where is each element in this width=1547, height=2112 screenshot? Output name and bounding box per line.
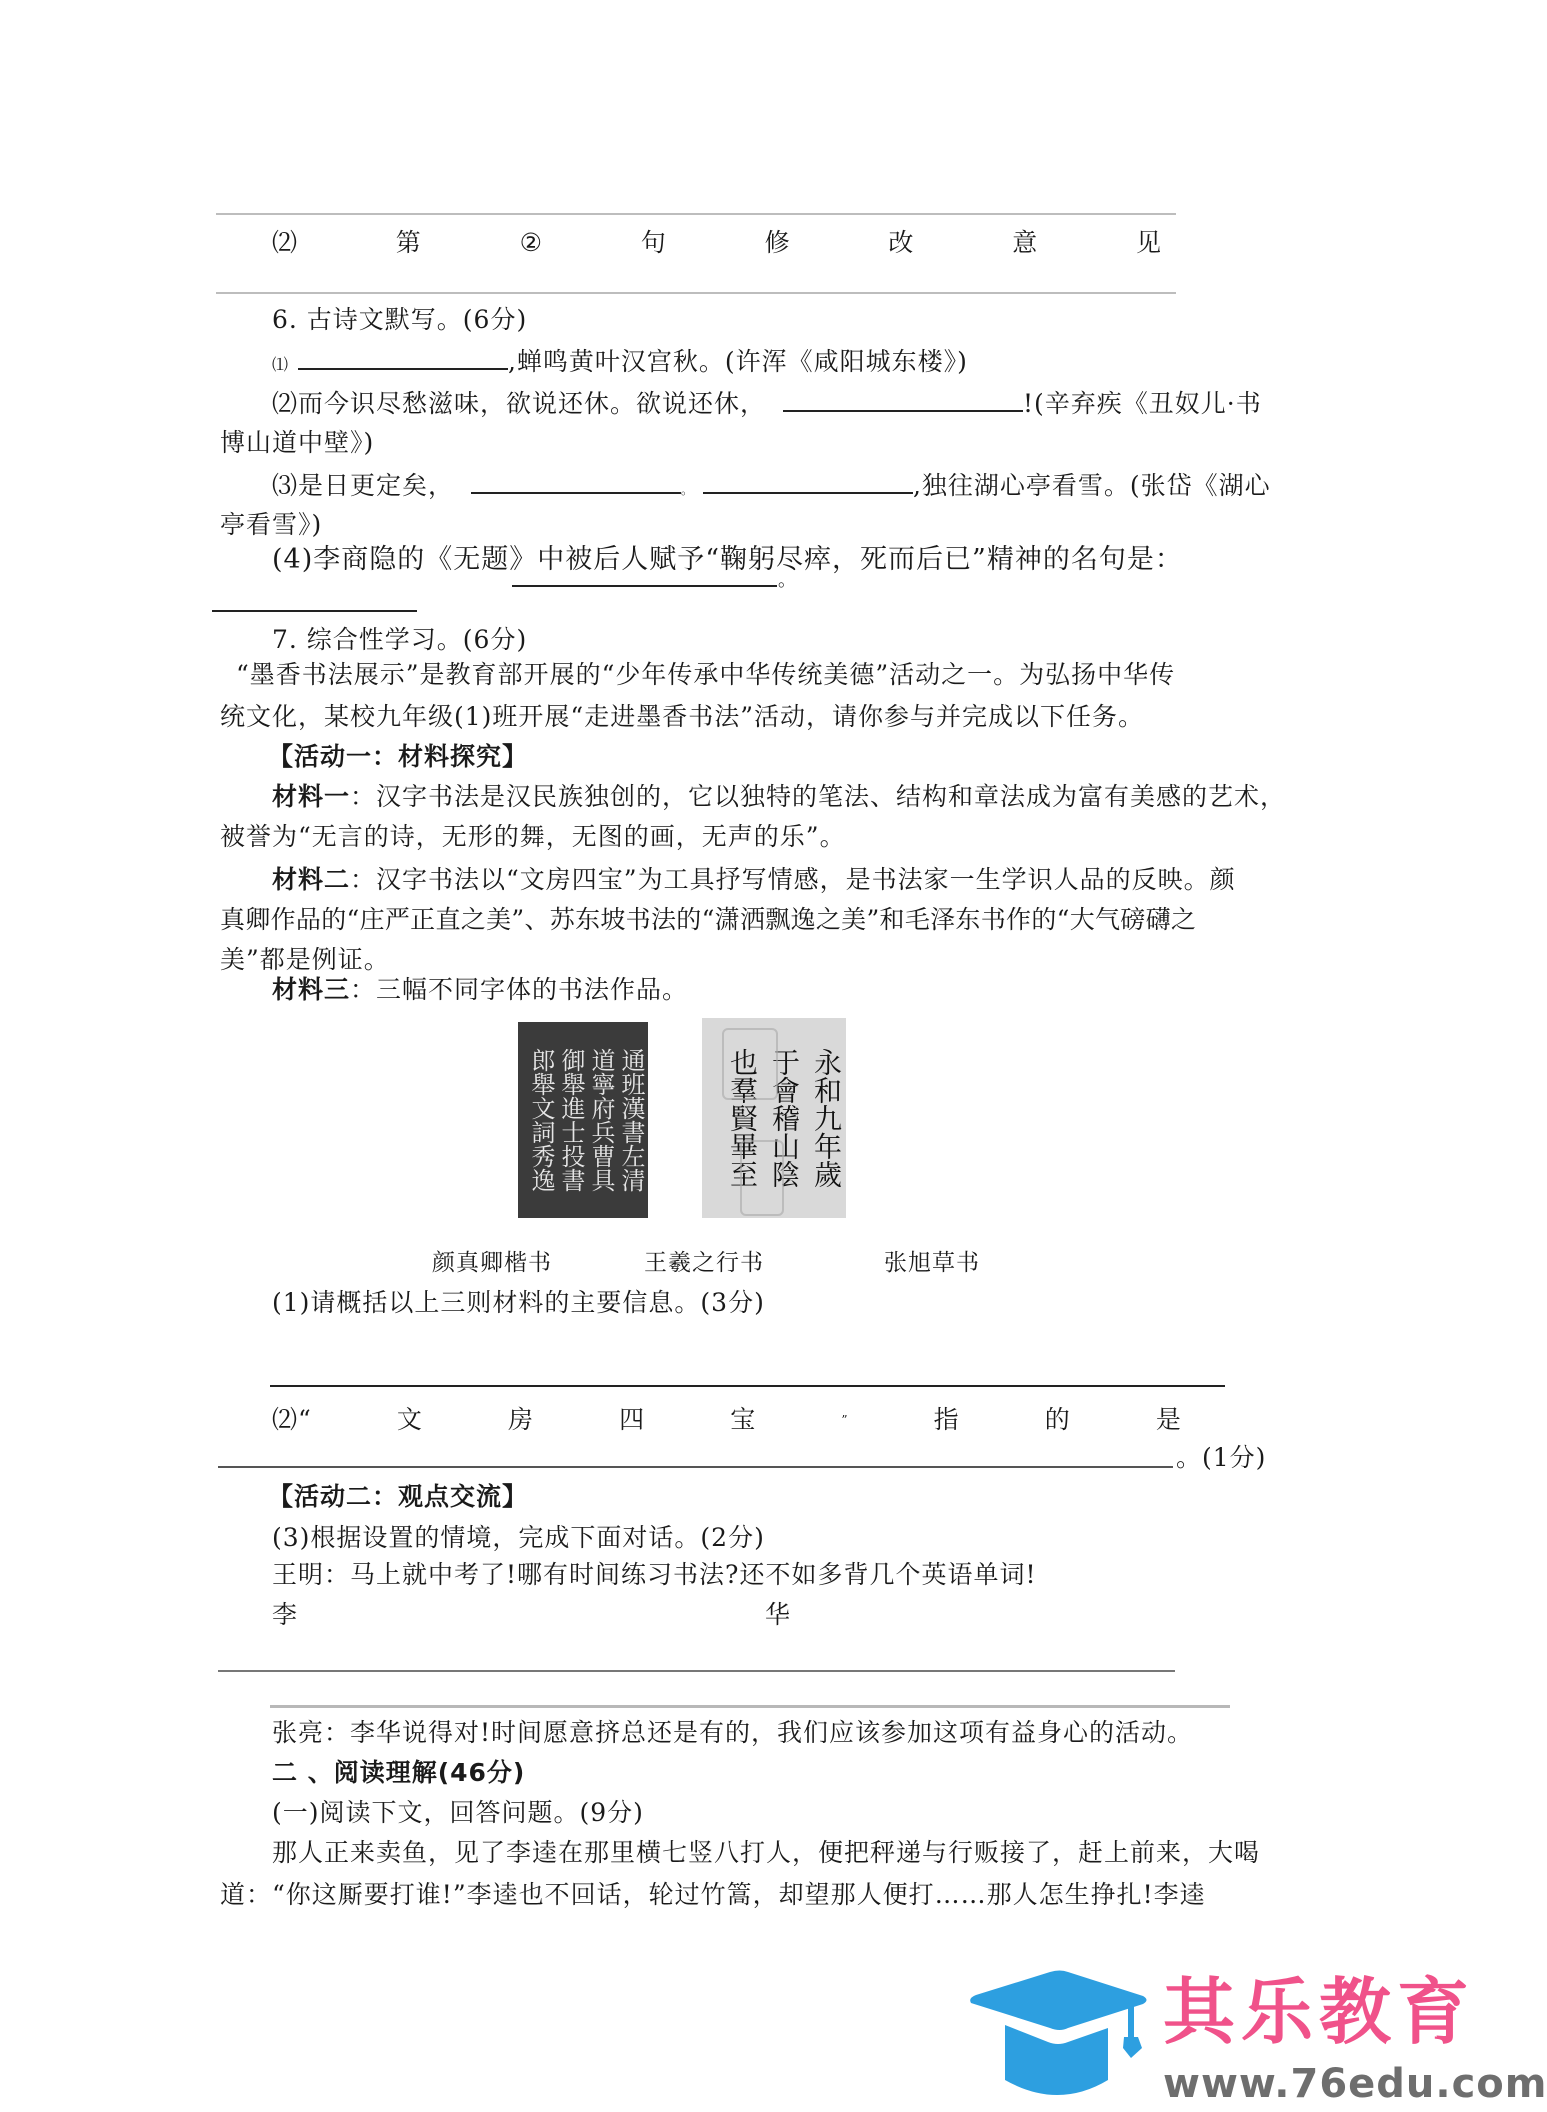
q6-item3-cont: 亭看雪》) — [220, 510, 323, 539]
answer-line[interactable] — [270, 1385, 1225, 1387]
answer-line[interactable] — [270, 1705, 1230, 1708]
fill-blank[interactable] — [471, 470, 681, 494]
fill-blank[interactable] — [783, 388, 1023, 412]
char: 句 — [640, 228, 667, 257]
dialogue-lihua-b: 华 — [765, 1600, 792, 1629]
char: 意 — [1012, 228, 1039, 257]
caption-wang: 王羲之行书 — [644, 1250, 764, 1276]
char: 宝 — [730, 1405, 757, 1434]
char: 改 — [888, 228, 915, 257]
material2 — [272, 865, 1236, 895]
q6-item3 — [272, 470, 1271, 505]
material-text: ：汉字书法以“文房四宝”为工具抒写情感，是书法家一生学识人品的反映。颜 — [350, 865, 1236, 894]
q6-item2 — [272, 388, 1262, 419]
answer-line — [216, 292, 1176, 294]
activity2-heading: 【活动二：观点交流】 — [268, 1482, 529, 1511]
char: ⑵“ — [272, 1405, 312, 1434]
q7-title: 7. 综合性学习。(6分) — [272, 625, 528, 654]
char: ② — [519, 228, 544, 257]
q6-title: 6. 古诗文默写。(6分) — [272, 305, 528, 334]
char: 是 — [1155, 1405, 1182, 1434]
q6-item1 — [272, 346, 968, 380]
char: 指 — [933, 1405, 960, 1434]
punct: 。 — [680, 483, 694, 497]
item-number: ⑴ — [272, 355, 290, 374]
item-text: !(辛弃疾《丑奴儿·书 — [1022, 389, 1262, 418]
part2-para-line2: 道：“你这厮要打谁!”李逵也不回话，轮过竹篙，却望那人便打……那人怎生挣扎!李逵 — [220, 1880, 1206, 1909]
q7-intro-line2: 统文化，某校九年级(1)班开展“走进墨香书法”活动，请你参与并完成以下任务。 — [220, 702, 1144, 731]
caption-yan: 颜真卿楷书 — [432, 1250, 552, 1276]
material1-cont: 被誉为“无言的诗，无形的舞，无图的画，无声的乐”。 — [220, 822, 846, 851]
q7-sub2-row — [272, 1405, 1182, 1435]
q7-sub2-score: 。(1分) — [1176, 1443, 1267, 1472]
material3 — [272, 975, 688, 1005]
answer-line[interactable] — [218, 1466, 1173, 1468]
item-text: ,独往湖心亭看雪。(张岱《湖心 — [912, 471, 1271, 500]
q5-item2-row — [272, 228, 1162, 258]
dialogue-lihua-a: 李 — [272, 1600, 299, 1629]
fill-blank[interactable] — [212, 610, 417, 612]
brand-url: www.76edu.com — [1163, 2061, 1547, 2107]
q7-intro-line1: “墨香书法展示”是教育部开展的“少年传承中华传统美德”活动之一。为弘扬中华传 — [236, 660, 1176, 689]
q7-sub3: (3)根据设置的情境，完成下面对话。(2分) — [272, 1523, 765, 1552]
char: 房 — [508, 1405, 535, 1434]
q7-sub1: (1)请概括以上三则材料的主要信息。(3分) — [272, 1288, 765, 1317]
part2-sub1: (一)阅读下文，回答问题。(9分) — [272, 1798, 644, 1827]
material-text: ：汉字书法是汉民族独创的，它以独特的笔法、结构和章法成为富有美感的艺术， — [350, 782, 1287, 811]
watermark-logo — [968, 1970, 1547, 2110]
fill-blank[interactable] — [512, 580, 777, 587]
punct: 。 — [778, 570, 797, 591]
material-text: ：三幅不同字体的书法作品。 — [350, 975, 689, 1004]
char: 的 — [1044, 1405, 1071, 1434]
calligraphy-column: 道寧府兵曹具 — [587, 1048, 615, 1192]
fill-blank[interactable] — [298, 346, 508, 370]
material-label: 材料三 — [272, 975, 351, 1004]
brand-name: 其乐教育 — [1163, 1970, 1476, 2054]
char: 见 — [1135, 228, 1162, 257]
q6-item2-cont: 博山道中壁》) — [220, 428, 375, 457]
fill-blank[interactable] — [703, 470, 913, 494]
calligraphy-column: 也羣賢畢至 — [726, 1048, 759, 1188]
item-text: ⑶是日更定矣， — [272, 471, 455, 500]
material2-cont: 真卿作品的“庄严正直之美”、苏东坡书法的“潇洒飘逸之美”和毛泽东书作的“大气磅礴之 — [220, 905, 1197, 934]
char: 修 — [764, 228, 791, 257]
dialogue-wangming: 王明：马上就中考了!哪有时间练习书法?还不如多背几个英语单词! — [272, 1560, 1037, 1589]
material2-cont2: 美”都是例证。 — [220, 945, 390, 974]
part2-title: 二 、阅读理解(46分) — [272, 1758, 526, 1787]
calligraphy-column: 通班漢書左清 — [617, 1048, 645, 1192]
item-number: ⑵ — [272, 228, 299, 257]
activity1-heading: 【活动一：材料探究】 — [268, 742, 529, 771]
seal-stamp — [722, 1028, 778, 1100]
item-text: ,蝉鸣黄叶汉宫秋。(许浑《咸阳城东楼》) — [507, 347, 968, 376]
material1 — [272, 782, 1286, 812]
material-label: 材料二 — [272, 865, 351, 894]
q6-item4: (4)李商隐的《无题》中被后人赋予“鞠躬尽瘁，死而后已”精神的名句是： — [272, 544, 1183, 575]
answer-line — [216, 213, 1176, 215]
char: 文 — [396, 1405, 423, 1434]
material-label: 材料一 — [272, 782, 351, 811]
dialogue-zhangliang: 张亮：李华说得对!时间愿意挤总还是有的，我们应该参加这项有益身心的活动。 — [272, 1718, 1194, 1747]
item-text: ⑵而今识尽愁滋味，欲说还休。欲说还休， — [272, 389, 767, 418]
answer-line[interactable] — [218, 1670, 1175, 1672]
calligraphy-kaishu-image — [518, 1022, 648, 1218]
char: 四 — [619, 1405, 646, 1434]
calligraphy-column: 郎舉文詞秀逸 — [527, 1048, 555, 1192]
seal-stamp — [740, 1140, 784, 1216]
part2-para-line1: 那人正来卖鱼，见了李逵在那里横七竖八打人，便把秤递与行贩接了，赶上前来，大喝 — [272, 1838, 1261, 1867]
calligraphy-column: 永和九年歲 — [810, 1048, 843, 1188]
char: 第 — [395, 228, 422, 257]
calligraphy-column: 于會稽山陰 — [768, 1048, 801, 1188]
calligraphy-column: 御舉進士投書 — [557, 1048, 585, 1192]
graduation-cap-icon — [968, 1970, 1153, 2100]
char: ” — [841, 1413, 849, 1427]
caption-zhang: 张旭草书 — [884, 1250, 980, 1276]
calligraphy-xingshu-image — [702, 1018, 846, 1218]
